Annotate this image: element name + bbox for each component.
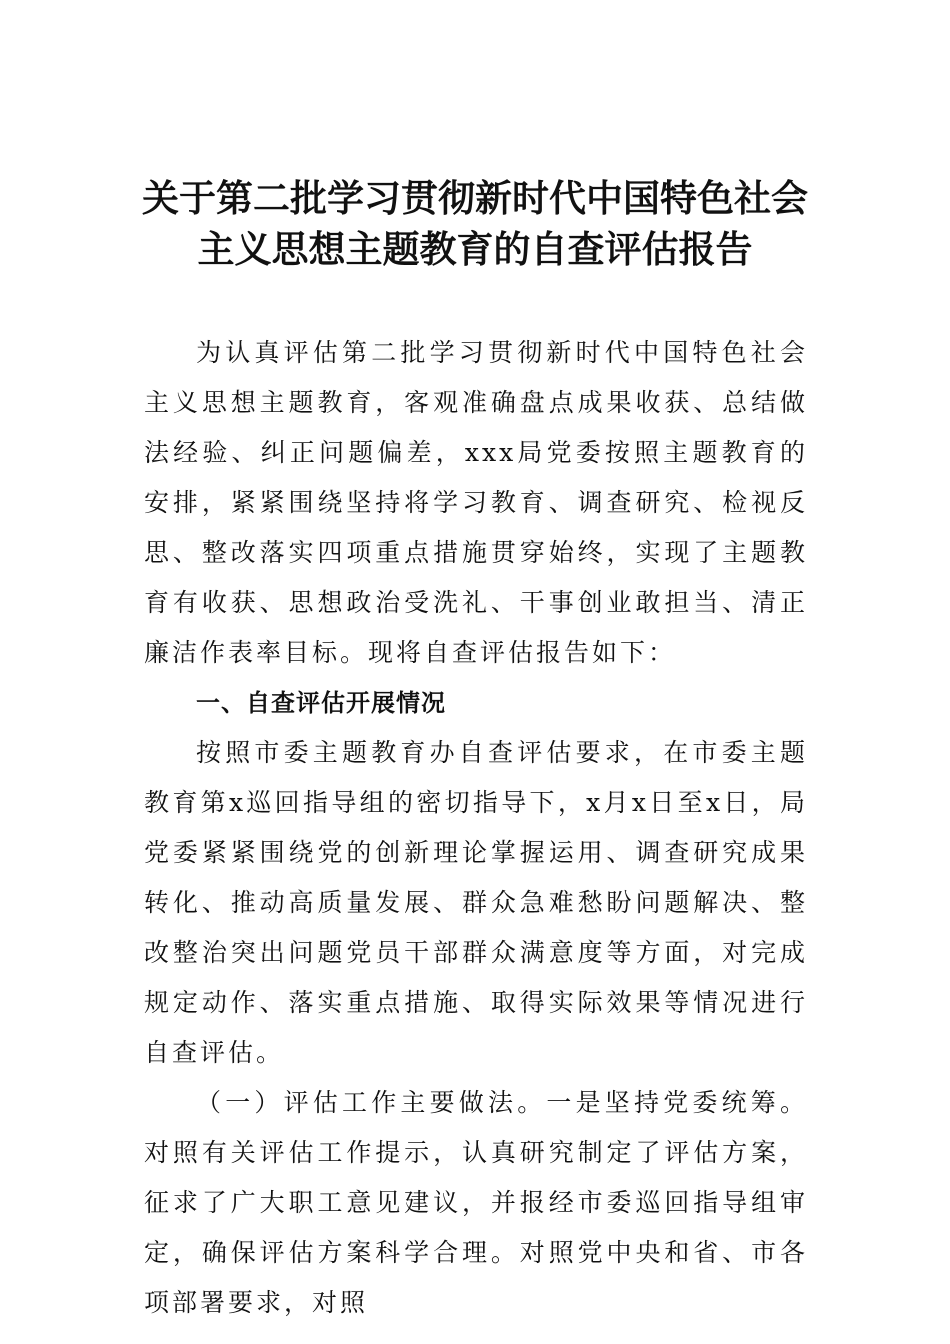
document-title-line-1: 关于第二批学习贯彻新时代中国特色社会 [142, 176, 808, 220]
intro-paragraph: 为认真评估第二批学习贯彻新时代中国特色社会主义思想主题教育，客观准确盘点成果收获、总结做法经验、纠正问题偏差，xxx局党委按照主题教育的安排，紧紧围绕坚持将学习教育、调查研究、检视反思、整改落实四项重点措施贯穿始终，实现了主题教育有收获、思想政治受洗礼、干事创业敢担当、清正廉洁作表率目标。现将自查评估报告如下： [144, 338, 808, 667]
subsection-1-paragraph: （一）评估工作主要做法。一是坚持党委统筹。对照有关评估工作提示，认真研究制定了评估方案，征求了广大职工意见建议，并报经市委巡回指导组审定，确保评估方案科学合理。对照党中央和省、市各项部署要求，对照 [144, 1088, 808, 1317]
document-body [144, 328, 808, 1328]
section-1-paragraph: 按照市委主题教育办自查评估要求，在市委主题教育第x巡回指导组的密切指导下，x月x日至x日，局党委紧紧围绕党的创新理论掌握运用、调查研究成果转化、推动高质量发展、群众急难愁盼问题解决、整改整治突出问题党员干部群众满意度等方面，对完成规定动作、落实重点措施、取得实际效果等情况进行自查评估。 [144, 738, 808, 1067]
section-1-heading: 一、自查评估开展情况 [196, 689, 446, 717]
document-title-line-2: 主义思想主题教育的自查评估报告 [197, 227, 753, 271]
